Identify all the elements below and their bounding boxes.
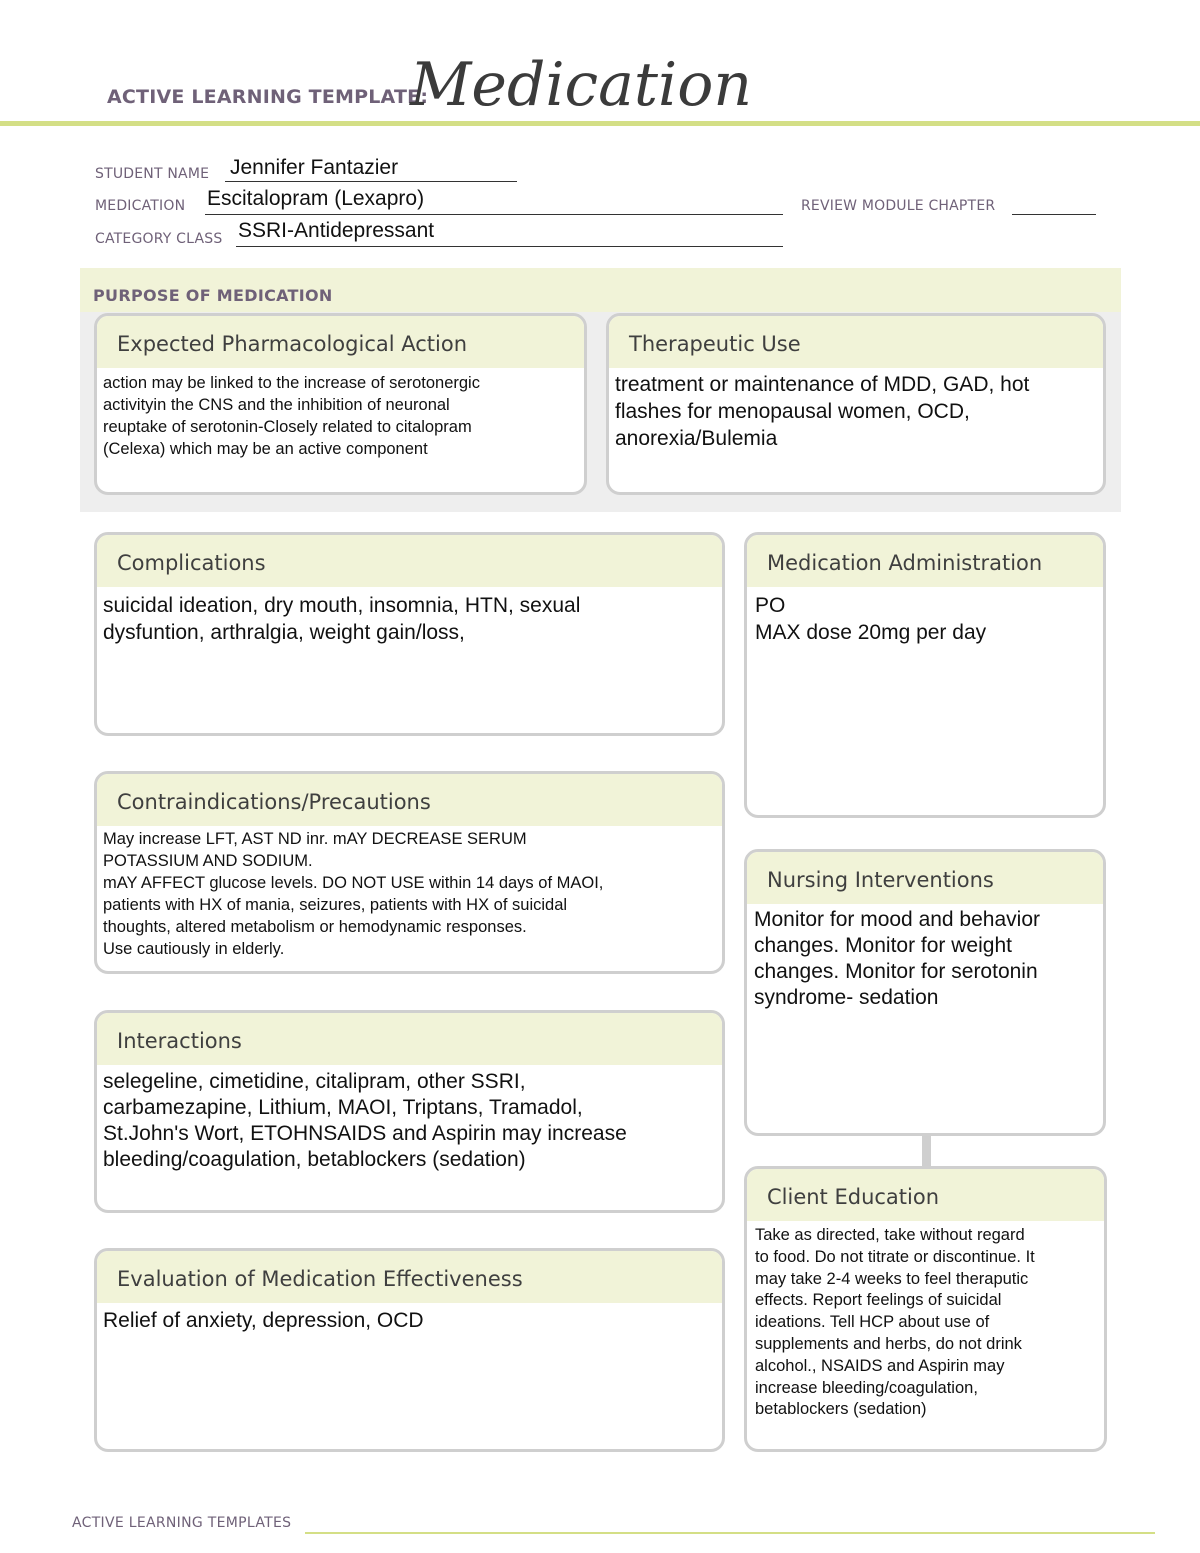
therapeutic-use-box <box>606 313 1106 495</box>
purpose-section-label: PURPOSE OF MEDICATION <box>93 286 333 305</box>
text-line: POTASSIUM AND SODIUM. <box>103 852 313 870</box>
text-line: effects. Report feelings of suicidal <box>755 1291 1002 1310</box>
contraindications-box <box>94 771 725 974</box>
category-class-line <box>236 246 783 247</box>
text-line: activityin the CNS and the inhibition of neuronal <box>103 396 450 414</box>
client-education-box <box>744 1166 1107 1452</box>
text-line: May increase LFT, AST ND inr. mAY DECREASE SERUM <box>103 830 527 848</box>
text-line: carbamezapine, Lithium, MAOI, Triptans, Tramadol, <box>103 1096 583 1119</box>
text-line: suicidal ideation, dry mouth, insomnia, HTN, sexual <box>103 594 581 617</box>
interactions-text[interactable] <box>97 1065 722 1173</box>
student-name-value[interactable]: Jennifer Fantazier <box>230 156 399 179</box>
nursing-interventions-title: Nursing Interventions <box>747 852 1103 904</box>
text-line: ideations. Tell HCP about use of <box>755 1313 990 1332</box>
text-line: flashes for menopausal women, OCD, <box>615 400 970 423</box>
contraindications-text[interactable] <box>97 826 722 960</box>
text-line: to food. Do not titrate or discontinue. It <box>755 1247 1035 1266</box>
text-line: dysfuntion, arthralgia, weight gain/loss, <box>103 621 465 644</box>
text-line: changes. Monitor for weight <box>754 934 1012 957</box>
expected-action-title: Expected Pharmacological Action <box>97 316 584 368</box>
category-class-label: CATEGORY CLASS <box>95 231 223 247</box>
connector-bar <box>922 1135 931 1167</box>
medication-value[interactable]: Escitalopram (Lexapro) <box>207 187 425 210</box>
footer-label: ACTIVE LEARNING TEMPLATES <box>72 1515 292 1531</box>
student-name-line <box>225 181 517 182</box>
text-line: MAX dose 20mg per day <box>755 621 987 644</box>
nursing-interventions-text[interactable] <box>747 904 1103 1011</box>
category-class-value[interactable]: SSRI-Antidepressant <box>238 219 435 242</box>
medication-label: MEDICATION <box>95 198 186 214</box>
complications-text[interactable] <box>97 587 722 646</box>
expected-action-text[interactable] <box>97 368 584 460</box>
text-line: Use cautiously in elderly. <box>103 940 285 958</box>
client-education-text[interactable] <box>747 1221 1104 1421</box>
medication-administration-box <box>744 532 1106 818</box>
text-line: betablockers (sedation) <box>755 1400 927 1419</box>
text-line: changes. Monitor for serotonin <box>754 960 1038 983</box>
text-line: Relief of anxiety, depression, OCD <box>103 1309 424 1332</box>
expected-action-box <box>94 313 587 495</box>
text-line: supplements and herbs, do not drink <box>755 1334 1022 1353</box>
text-line: thoughts, altered metabolism or hemodynamic responses. <box>103 918 527 936</box>
client-education-title: Client Education <box>747 1169 1104 1221</box>
text-line: PO <box>755 594 786 617</box>
text-line: Monitor for mood and behavior <box>754 908 1040 931</box>
complications-box <box>94 532 725 736</box>
text-line: treatment or maintenance of MDD, GAD, hot <box>615 373 1030 396</box>
page-title: Medication <box>410 50 752 120</box>
interactions-box <box>94 1010 725 1213</box>
therapeutic-use-text[interactable] <box>609 368 1103 452</box>
text-line: may take 2-4 weeks to feel theraputic <box>755 1269 1029 1288</box>
template-prefix: ACTIVE LEARNING TEMPLATE: <box>107 86 429 108</box>
text-line: patients with HX of mania, seizures, patients with HX of suicidal <box>103 896 568 914</box>
therapeutic-use-title: Therapeutic Use <box>609 316 1103 368</box>
contraindications-title: Contraindications/Precautions <box>97 774 722 826</box>
text-line: action may be linked to the increase of serotonergic <box>103 374 480 392</box>
text-line: syndrome- sedation <box>754 986 939 1009</box>
complications-title: Complications <box>97 535 722 587</box>
nursing-interventions-box <box>744 849 1106 1136</box>
text-line: anorexia/Bulemia <box>615 427 778 450</box>
student-name-label: STUDENT NAME <box>95 166 210 182</box>
header-divider <box>0 121 1200 126</box>
text-line: Take as directed, take without regard <box>755 1226 1025 1244</box>
text-line: bleeding/coagulation, betablockers (sedation) <box>103 1148 526 1171</box>
text-line: St.John's Wort, ETOHNSAIDS and Aspirin may increase <box>103 1122 627 1145</box>
evaluation-title: Evaluation of Medication Effectiveness <box>97 1251 722 1303</box>
text-line: selegeline, cimetidine, citalipram, other SSRI, <box>103 1070 526 1093</box>
medication-line <box>205 214 783 215</box>
text-line: reuptake of serotonin-Closely related to citalopram <box>103 418 472 436</box>
medication-administration-title: Medication Administration <box>747 535 1103 587</box>
medication-administration-text[interactable] <box>747 587 1103 646</box>
evaluation-box <box>94 1248 725 1452</box>
footer-divider <box>305 1532 1155 1534</box>
text-line: (Celexa) which may be an active component <box>103 440 428 458</box>
evaluation-text[interactable] <box>97 1303 722 1334</box>
text-line: increase bleeding/coagulation, <box>755 1378 978 1397</box>
text-line: mAY AFFECT glucose levels. DO NOT USE within 14 days of MAOI, <box>103 874 604 892</box>
text-line: alcohol., NSAIDS and Aspirin may <box>755 1356 1005 1375</box>
interactions-title: Interactions <box>97 1013 722 1065</box>
review-module-chapter-label: REVIEW MODULE CHAPTER <box>801 198 996 214</box>
review-module-chapter-line <box>1012 214 1096 215</box>
